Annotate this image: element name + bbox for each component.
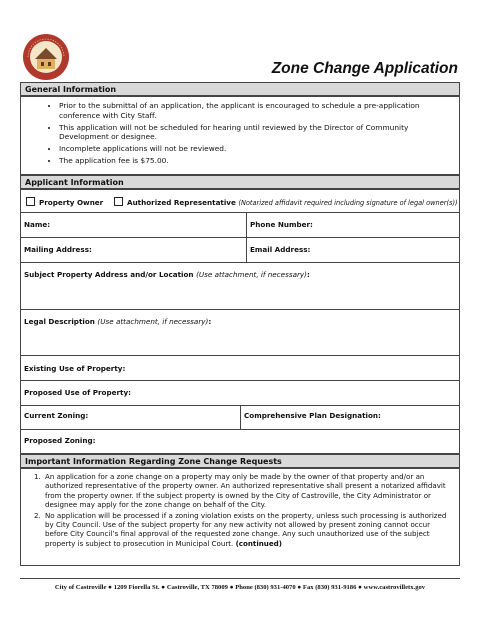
divider bbox=[20, 355, 460, 356]
continued-note: (continued) bbox=[235, 538, 282, 548]
divider bbox=[20, 429, 460, 430]
footer-rule bbox=[20, 578, 460, 579]
legal-description-label: Legal Description bbox=[24, 317, 95, 326]
important-info-heading: Important Information Regarding Zone Change Requests bbox=[20, 454, 460, 468]
applicant-info-heading: Applicant Information bbox=[20, 175, 460, 189]
divider bbox=[20, 262, 460, 263]
list-item: 1. An application for a zone change on a property may only be made by the owner of that property and/or an authorized representative of the property owner. An authorized representative shall present a notarized affidavit from the property owner. If the subject property is owned by the City of Castroville, the City Administrator or designee may apply for the zone change on behalf of the City. bbox=[43, 472, 453, 510]
footer-contact: City of Castroville ● 1209 Fiorella St. ● Castroville, TX 78009 ● Phone (830) 931-4070 ● Fax (830) 931-9186 ● www.castrovilletx.gov bbox=[54, 584, 426, 591]
list-item: • Prior to the submittal of an application, the applicant is encouraged to schedule a pre-application conference with City Staff. bbox=[59, 101, 459, 120]
divider bbox=[20, 309, 460, 310]
property-owner-checkbox[interactable] bbox=[26, 197, 35, 206]
phone-field[interactable]: Phone Number: bbox=[250, 220, 313, 229]
general-info-box bbox=[20, 96, 460, 175]
authorized-rep-note: (Notarized affidavit required including signature of legal owner(s)) bbox=[238, 199, 458, 207]
current-zoning-field[interactable]: Current Zoning: bbox=[24, 411, 89, 420]
proposed-zoning-field[interactable]: Proposed Zoning: bbox=[24, 436, 96, 445]
divider bbox=[20, 212, 460, 213]
subject-property-label: Subject Property Address and/or Location bbox=[24, 270, 194, 279]
legal-description-note: (Use attachment, if necessary) bbox=[97, 317, 209, 326]
divider bbox=[240, 405, 241, 429]
general-info-list bbox=[21, 101, 459, 166]
page-title: Zone Change Application bbox=[271, 60, 458, 77]
authorized-rep-option[interactable] bbox=[114, 197, 458, 207]
subject-property-field[interactable] bbox=[24, 270, 310, 279]
email-field[interactable]: Email Address: bbox=[250, 245, 311, 254]
list-item: • The application fee is $75.00. bbox=[59, 156, 459, 166]
property-owner-label: Property Owner bbox=[39, 198, 104, 207]
existing-use-field[interactable]: Existing Use of Property: bbox=[24, 364, 126, 373]
property-owner-option[interactable] bbox=[26, 197, 103, 207]
general-info-heading: General Information bbox=[20, 82, 460, 96]
proposed-use-field[interactable]: Proposed Use of Property: bbox=[24, 388, 132, 397]
important-info-list bbox=[25, 472, 453, 548]
comp-plan-field[interactable]: Comprehensive Plan Designation: bbox=[244, 411, 381, 420]
subject-property-colon: : bbox=[306, 270, 310, 279]
divider bbox=[20, 380, 460, 381]
divider bbox=[20, 237, 460, 238]
name-field[interactable]: Name: bbox=[24, 220, 51, 229]
mailing-address-field[interactable]: Mailing Address: bbox=[24, 245, 92, 254]
list-item: • This application will not be scheduled for hearing until reviewed by the Director of Community Development or designee. bbox=[59, 123, 459, 142]
subject-property-note: (Use attachment, if necessary) bbox=[196, 270, 307, 279]
authorized-rep-checkbox[interactable] bbox=[114, 197, 123, 206]
city-seal-logo bbox=[22, 33, 70, 81]
legal-description-colon: : bbox=[208, 317, 212, 326]
authorized-rep-label: Authorized Representative bbox=[127, 198, 236, 207]
list-item bbox=[43, 511, 453, 549]
list-item: • Incomplete applications will not be reviewed. bbox=[59, 144, 459, 154]
list-item-text: No application will be processed if a zoning violation exists on the property, unless such processing is authorized by City Council. Use of the subject property for any new activity not allowed by present zoning cannot occur before City Council’s final approval of the requested zone change. Any such unauthorized use of the subject property is subject to prosecution in Municipal Court. bbox=[45, 510, 447, 548]
important-info-box bbox=[20, 468, 460, 566]
legal-description-field[interactable] bbox=[24, 317, 211, 326]
